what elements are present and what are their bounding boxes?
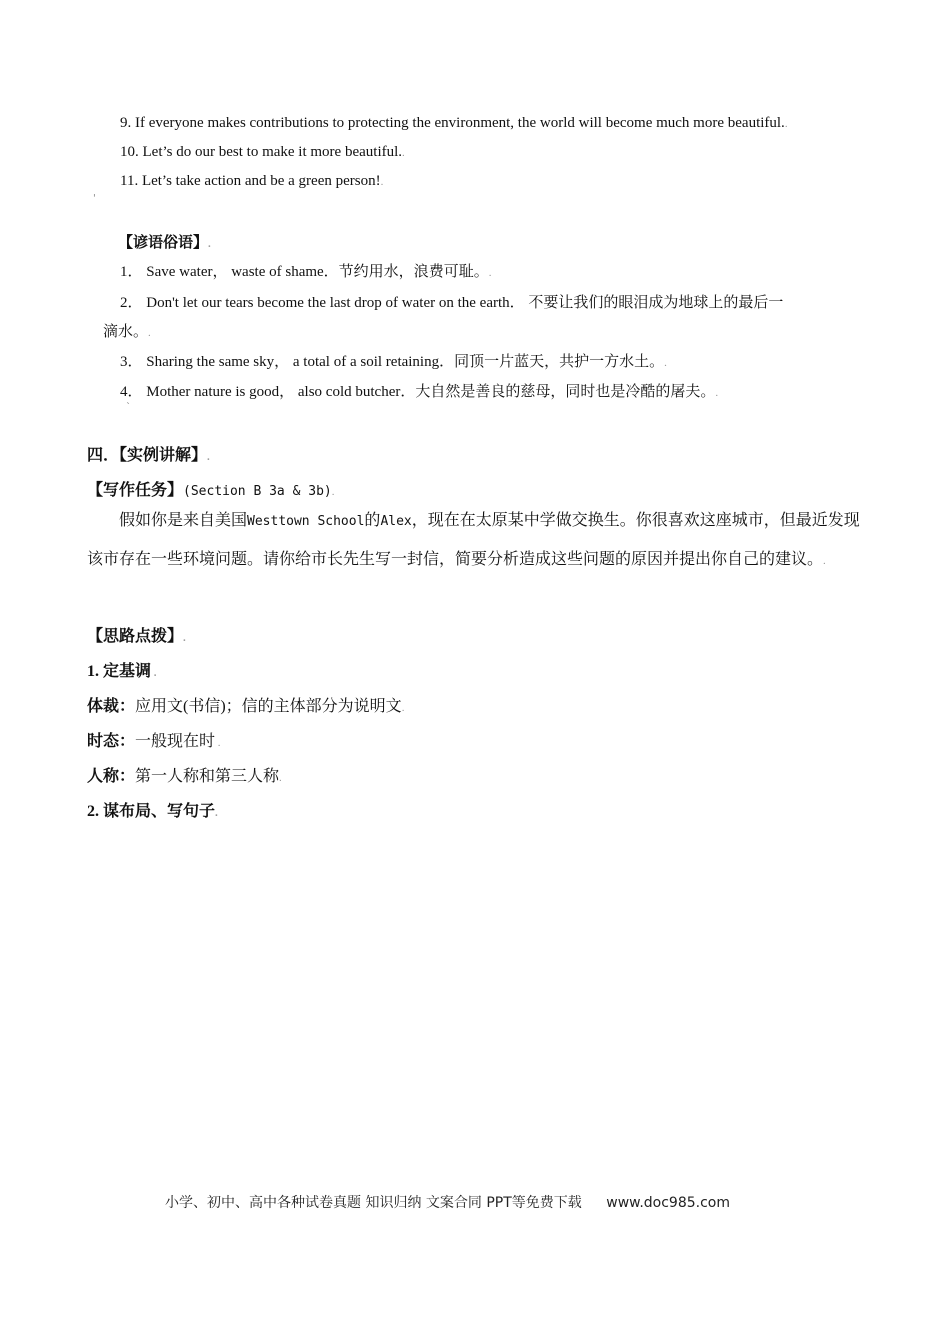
paragraph-mark: `	[126, 402, 131, 413]
tips-heading: 【思路点拨】.	[87, 628, 186, 645]
step-1: 1. 定基调 .	[87, 663, 157, 680]
sentence-11: 11. Let’s take action and be a green person!.	[120, 173, 384, 189]
footer-url[interactable]: www.doc985.com	[606, 1195, 730, 1211]
proverb-item-1: 1． Save water， waste of shame．节约用水，浪费可耻。.	[120, 264, 492, 280]
proverb-item-2: 2． Don't let our tears become the last drop of water on the earth． 不要让我们的眼泪成为地球上的最后一	[120, 295, 784, 311]
tense-row: 时态：一般现在时 .	[87, 733, 221, 750]
writing-task-paragraph: 假如你是来自美国Westtown School的Alex，现在在太原某中学做交换生。你很喜欢这座城市，但最近发现该市存在一些环境问题。请你给市长先生写一封信，简要分析造成这些问题的原因并提出你自己的建议。.	[87, 512, 860, 568]
sentence-9: 9. If everyone makes contributions to protecting the environment, the world will become much more beautiful..	[120, 115, 788, 131]
proverb-item-3: 3． Sharing the same sky， a total of a soil retaining．同顶一片蓝天，共护一方水土。.	[120, 354, 667, 370]
person-row: 人称：第一人称和第三人称.	[87, 768, 282, 785]
proverb-item-2-cont: 滴水。.	[103, 324, 151, 340]
genre-row: 体裁：应用文(书信)；信的主体部分为说明文.	[87, 698, 405, 715]
footer	[165, 1192, 730, 1212]
footer-text: 小学、初中、高中各种试卷真题 知识归纳 文案合同 PPT等免费下载	[165, 1195, 582, 1211]
paragraph-mark: '	[93, 193, 96, 204]
writing-task-heading: 【写作任务】(Section B 3a & 3b).	[87, 482, 335, 499]
step-2: 2. 谋布局、写句子.	[87, 803, 218, 820]
sentence-10: 10. Let’s do our best to make it more beautiful..	[120, 144, 405, 160]
proverb-item-4: 4． Mother nature is good， also cold butcher．大自然是善良的慈母，同时也是冷酷的屠夫。.	[120, 384, 719, 400]
section-heading: 四．【实例讲解】.	[87, 447, 210, 464]
proverbs-heading: 【谚语俗语】.	[118, 235, 211, 251]
